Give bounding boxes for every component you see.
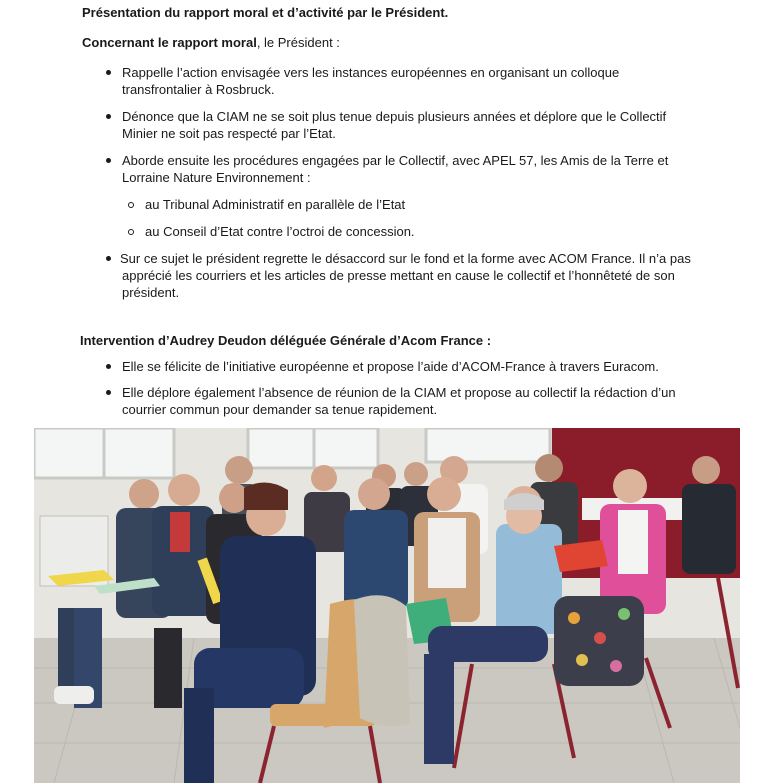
bullet-dot bbox=[106, 256, 111, 261]
section-title-intervention: Intervention d’Audrey Deudon déléguée Générale d’Acom France : bbox=[80, 333, 492, 348]
sub-bullet-circle bbox=[128, 229, 134, 235]
subitem-1: au Tribunal Administratif en parallèle de l’Etat bbox=[145, 197, 406, 212]
s2-bullet-1: Elle se félicite de l’initiative européenne et propose l’aide d’ACOM-France à travers Euracom. bbox=[122, 359, 659, 374]
bullet-2-line-1: Dénonce que la CIAM ne se soit plus tenue depuis plusieurs années et déplore que le Collectif bbox=[122, 109, 667, 124]
bullet-4-line-3: président. bbox=[122, 285, 180, 300]
bullet-dot bbox=[106, 70, 111, 75]
s2-bullet-2-line-2: courrier commun pour demander sa tenue rapidement. bbox=[122, 402, 438, 417]
s2-bullet-2-line-1: Elle déplore également l’absence de réunion de la CIAM et propose au collectif la rédaction d’un bbox=[122, 385, 676, 400]
meeting-photo bbox=[34, 428, 740, 783]
bullet-dot bbox=[106, 390, 111, 395]
bullet-4-line-1: Sur ce sujet le président regrette le désaccord sur le fond et la forme avec ACOM France. Il n’a pas bbox=[120, 251, 691, 266]
person-floral bbox=[554, 596, 644, 686]
bullet-dot bbox=[106, 364, 111, 369]
bullet-dot bbox=[106, 114, 111, 119]
bullet-3-line-1: Aborde ensuite les procédures engagées par le Collectif, avec APEL 57, les Amis de la Terre et bbox=[122, 153, 669, 168]
bullet-1-line-1: Rappelle l’action envisagée vers les instances européennes en organisant un colloque bbox=[122, 65, 620, 80]
section-title-presentation: Présentation du rapport moral et d’activité par le Président. bbox=[82, 5, 449, 20]
intro-rest-text: , le Président : bbox=[256, 35, 340, 50]
bullet-3-line-2: Lorraine Nature Environnement : bbox=[122, 170, 311, 185]
subitem-2: au Conseil d’Etat contre l’octroi de concession. bbox=[145, 224, 415, 239]
bullet-1-line-2: transfrontalier à Rosbruck. bbox=[122, 82, 275, 97]
bullet-2-line-2: Minier ne soit pas respecté par l’Etat. bbox=[122, 126, 336, 141]
bullet-dot bbox=[106, 158, 111, 163]
rapport-moral-intro bbox=[82, 34, 340, 51]
meeting-photo-illustration bbox=[34, 428, 740, 783]
bullet-4-line-2: apprécié les courriers et les articles de presse mettant en cause le collectif et l’honnêteté de son bbox=[122, 268, 675, 283]
sub-bullet-circle bbox=[128, 202, 134, 208]
intro-bold-text: Concernant le rapport moral bbox=[82, 35, 257, 50]
